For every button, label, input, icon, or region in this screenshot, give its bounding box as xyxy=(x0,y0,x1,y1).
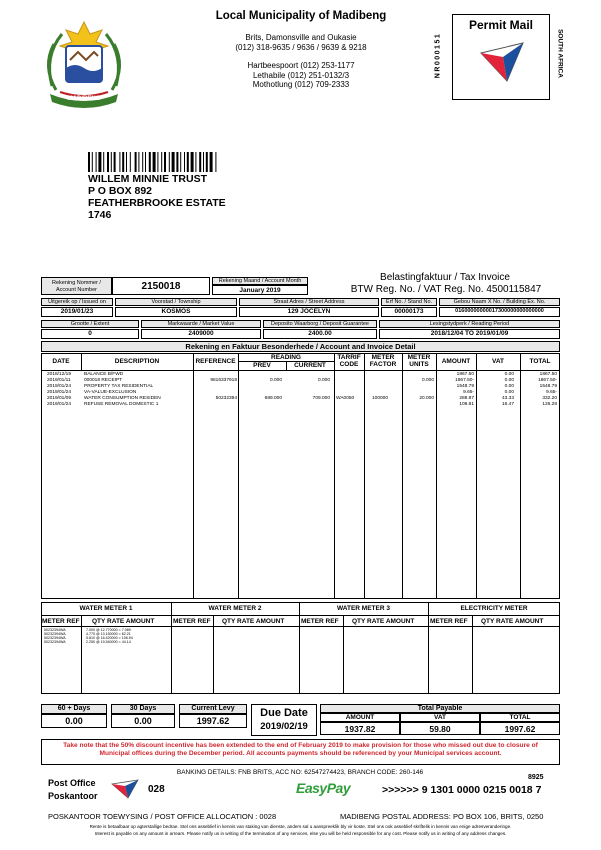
row-vat: 0.00 xyxy=(504,390,514,395)
issued-date: 2019/01/23 xyxy=(41,307,113,317)
meter-col xyxy=(343,615,344,694)
meter-ref-header: METER REF xyxy=(173,618,211,625)
header-current: CURRENT xyxy=(294,362,326,369)
permit-mail-box xyxy=(452,14,550,100)
col-divider xyxy=(402,353,403,599)
meter-row-detail: 5.810 @ 18.420000 = 106.94 xyxy=(86,636,133,640)
days60-value: 0.00 xyxy=(41,714,107,728)
post-office-allocation: POSKANTOOR TOEWYSING / POST OFFICE ALLOCATION : 0028 xyxy=(48,812,277,821)
post-office-label: Post Office xyxy=(48,778,96,788)
account-number-label: Rekening Nommer / Account Number xyxy=(52,280,101,293)
current-levy-label: Current Levy xyxy=(179,704,247,714)
header-tariff: TARRIF CODE xyxy=(337,354,361,368)
municipality-address: Brits, Damonsville and Oukasie xyxy=(245,33,357,42)
col-divider xyxy=(364,353,365,599)
row-amount: 109.81 xyxy=(459,402,474,407)
row-tariff: WA0050 xyxy=(336,396,355,401)
market-value-label: Markwaarde / Market Value xyxy=(141,320,261,328)
row-total: 9.65- xyxy=(546,390,557,395)
table-header-divider xyxy=(41,370,560,371)
permit-mail-title: Permit Mail xyxy=(468,18,534,32)
meter-ref-header: METER REF xyxy=(430,618,468,625)
meter-row-ref: 50232394WA xyxy=(44,632,66,636)
meter-row-ref: 50232394WA xyxy=(44,628,66,632)
row-description: VA-VALUE-EXCLUSION xyxy=(84,390,137,395)
water-meter-3-title: WATER METER 3 xyxy=(337,605,390,612)
days30-label: 30 Days xyxy=(111,704,175,714)
account-month: January 2019 xyxy=(239,287,281,294)
permit-country: SOUTH AFRICA xyxy=(556,29,564,78)
col-divider xyxy=(334,353,335,599)
meter-row-detail: 4.770 @ 13.150000 = 62.21 xyxy=(86,632,131,636)
row-units: 0.000 xyxy=(421,378,434,383)
fine-print-english: Interest is payable on any amount in arrears. Please notify us in writing of the termination of any services, else you will be held responsible for any cost. Please notify us in writing of any address changes. xyxy=(94,831,507,836)
electricity-meter-title: ELECTRICITY METER xyxy=(460,605,528,612)
row-date: 2019/01/11 xyxy=(47,378,71,383)
banking-details: BANKING DETAILS: FNB BRITS, ACC NO: 62547274423, BRANCH CODE: 260-146 xyxy=(176,769,424,776)
water-meter-2-title: WATER METER 2 xyxy=(208,605,262,612)
township-value: KOSMOS xyxy=(115,307,237,317)
meter-row-ref: 50232394WA xyxy=(44,640,66,644)
qty-rate-header: QTY RATE AMOUNT xyxy=(222,618,285,625)
lethabile-phone: Lethabile (012) 251-0132/3 xyxy=(252,71,350,80)
header-reading: READING xyxy=(271,354,301,361)
meter-col xyxy=(428,602,429,694)
municipal-logo xyxy=(40,16,128,112)
header-prev: PREV xyxy=(253,362,271,369)
header-amount: AMOUNT xyxy=(441,358,471,365)
header-total: TOTAL xyxy=(529,358,551,365)
mothotlung-phone: Mothotlung (012) 709-2333 xyxy=(252,80,350,89)
discount-notice: Take note that the 50% discount incentive has been extended to the end of February 2019 to make provision for those who missed out due to closure of Municipal offices during the December period. All accounts payments should be referenced by your Municipal services account. xyxy=(41,739,560,765)
issued-label: Uitgereik op / Issued on xyxy=(41,298,113,306)
post-office-number: 028 xyxy=(148,784,165,795)
meter-divider xyxy=(41,615,560,616)
vat-value: 59.80 xyxy=(400,722,480,735)
row-total: 332.20 xyxy=(542,396,557,401)
row-amount: 9.65- xyxy=(463,390,474,395)
row-total: 1867.50- xyxy=(538,378,557,383)
account-month-label-box xyxy=(212,277,308,285)
township-label: Voorstad / Township xyxy=(115,298,237,306)
extent-value: 0 xyxy=(41,329,139,339)
row-current: 0.000 xyxy=(317,378,330,383)
postal-address: MADIBENG POSTAL ADDRESS: PO BOX 106, BRITS, 0250 xyxy=(340,812,544,821)
row-vat: 0.00 xyxy=(504,378,514,383)
easypay-number: >>>>>> 9 1301 0000 0215 0018 7 xyxy=(382,784,542,796)
account-number-box xyxy=(112,277,210,295)
meter-col xyxy=(472,615,473,694)
logo-text: MADIBENG xyxy=(67,96,101,102)
meter-row-detail: 7.000 @ 12.770000 = 7.089 xyxy=(86,628,131,632)
account-detail-title: Rekening en Faktuur Besonderhede / Account and Invoice Detail xyxy=(41,341,560,352)
municipality-phone: (012) 318-9635 / 9636 / 9639 & 9218 xyxy=(235,43,367,52)
street-value: 129 JOCELYN xyxy=(239,307,379,317)
recipient-name: WILLEM MINNIE TRUST xyxy=(88,173,207,185)
total-payable-label: Total Payable xyxy=(320,704,560,713)
due-date-value: 2019/02/19 xyxy=(260,721,308,732)
days30-value: 0.00 xyxy=(111,714,175,728)
address-barcode xyxy=(88,152,263,172)
row-total: 126.28 xyxy=(542,402,557,407)
account-number-label-box xyxy=(41,277,112,295)
street-label: Straat Adres / Street Address xyxy=(239,298,379,306)
recipient-estate: FEATHERBROOKE ESTATE xyxy=(88,197,226,209)
header-meter-factor: METER FACTOR xyxy=(369,354,397,368)
row-date: 2019/01/09 xyxy=(47,396,72,401)
vat-label: VAT xyxy=(400,713,480,722)
account-month-box xyxy=(212,285,308,295)
building-value: 01600000000017300000000000000 xyxy=(439,307,560,317)
row-units: 20.000 xyxy=(419,396,434,401)
days60-label: 60 + Days xyxy=(41,704,107,714)
row-amount: 288.87 xyxy=(459,396,474,401)
meter-col xyxy=(213,615,214,694)
row-reference: 50232394 xyxy=(215,396,237,401)
row-description: PROPERTY TAX RESIDENTIAL xyxy=(84,384,154,389)
row-date: 2018/12/19 xyxy=(47,372,72,377)
water-meter-1-title: WATER METER 1 xyxy=(79,605,133,612)
row-vat: 16.47 xyxy=(501,402,514,407)
col-divider xyxy=(81,353,82,370)
permit-number: NR000151 xyxy=(434,32,442,79)
stand-label: Erf No. / Stand No. xyxy=(381,298,437,306)
qty-rate-header: QTY RATE AMOUNT xyxy=(352,618,415,625)
row-description: 000018 RECEIPT xyxy=(84,378,123,383)
row-date: 2019/01/24 xyxy=(47,384,72,389)
hartbeespoort-phone: Hartbeespoort (012) 253-1177 xyxy=(247,61,355,70)
stand-value: 00000173 xyxy=(381,307,437,317)
header-meter-units: METER UNITS xyxy=(407,354,431,368)
row-date: 2019/01/24 xyxy=(47,390,72,395)
meter-divider xyxy=(41,626,560,627)
due-date-box xyxy=(251,704,317,736)
reading-period-value: 2018/12/04 TO 2019/01/09 xyxy=(379,329,560,339)
easypay-logo xyxy=(296,780,368,798)
row-prev: 689.000 xyxy=(264,396,282,401)
meter-col xyxy=(299,602,300,694)
poskantoor-label: Poskantoor xyxy=(48,791,98,801)
row-vat: 0.00 xyxy=(504,384,514,389)
meter-ref-header: METER REF xyxy=(42,618,80,625)
header-reference: REFERENCE xyxy=(195,358,236,365)
extent-label: Grootte / Extent xyxy=(41,320,139,328)
post-office-icon xyxy=(477,39,527,85)
deposit-value: 2400.00 xyxy=(263,329,377,339)
row-date: 2019/01/24 xyxy=(47,402,72,407)
row-factor: 100000 xyxy=(372,396,389,401)
code-8925: 8925 xyxy=(528,774,544,781)
total-label: TOTAL xyxy=(480,713,560,722)
row-reference: 9816337918 xyxy=(210,378,237,383)
header-vat: VAT xyxy=(491,358,505,365)
municipality-title: Local Municipality of Madibeng xyxy=(215,10,387,22)
row-current: 709.000 xyxy=(312,396,330,401)
header-description: DESCRIPTION xyxy=(114,358,160,365)
row-vat: 0.00 xyxy=(504,372,514,377)
row-prev: 0.000 xyxy=(269,378,282,383)
meter-row-ref: 50232394WA xyxy=(44,636,66,640)
row-description: BALANCE B/FWD xyxy=(84,372,124,377)
market-value: 2409000 xyxy=(141,329,261,339)
row-total: 1548.79 xyxy=(539,384,557,389)
col-divider xyxy=(238,353,239,599)
col-divider xyxy=(193,353,194,599)
account-number: 2150018 xyxy=(141,281,181,292)
col-divider xyxy=(286,361,287,370)
post-office-logo-icon xyxy=(110,778,140,800)
deposit-label: Deposito Waarborg / Deposit Guarantee xyxy=(263,320,377,328)
easypay-text: EasyPay xyxy=(296,780,351,796)
row-description: WATER CONSUMPTION RESIDEN xyxy=(84,396,161,401)
vat-reg-number: BTW Reg. No. / VAT Reg. No. 4500115847 xyxy=(350,284,542,295)
meter-col xyxy=(171,602,172,694)
tax-invoice-title: Belastingfaktuur / Tax Invoice xyxy=(380,272,510,283)
qty-rate-header: QTY RATE AMOUNT xyxy=(92,618,155,625)
qty-rate-header: QTY RATE AMOUNT xyxy=(481,618,544,625)
header-date: DATE xyxy=(52,358,70,365)
recipient-postcode: 1746 xyxy=(88,209,112,221)
amount-value: 1937.82 xyxy=(320,722,400,735)
row-total: 1867.50 xyxy=(539,372,557,377)
recipient-box: P O BOX 892 xyxy=(88,185,153,197)
building-label: Gebou Naam X No. / Building Ex. No. xyxy=(439,298,560,306)
reading-period-label: Lesingstydperk / Reading Period xyxy=(379,320,560,328)
total-value: 1997.62 xyxy=(480,722,560,735)
account-month-label: Rekening Maand / Account Month xyxy=(218,278,302,284)
amount-label: AMOUNT xyxy=(320,713,400,722)
row-amount: 1867.50- xyxy=(455,378,474,383)
row-vat: 43.33 xyxy=(501,396,514,401)
meter-ref-header: METER REF xyxy=(301,618,339,625)
row-description: REFUSE REMOVAL DOMESTIC 1 xyxy=(84,402,159,407)
fine-print-afrikaans: Rente is betaalbaar op agterstallige bedrae. Stel ons asseblief in kennis van staking van dienste, anders sal u aanspreeklik bly vir koste. Stel ons ook asseblief skriftelik in kennis van enige adresveranderinge. xyxy=(89,824,512,829)
current-levy-value: 1997.62 xyxy=(179,714,247,728)
row-amount: 1548.79 xyxy=(456,384,474,389)
row-amount: 1867.50 xyxy=(456,372,474,377)
meter-col xyxy=(81,615,82,694)
due-date-label: Due Date xyxy=(260,707,308,719)
meter-row-detail: 2.250 @ 19.540000 = 44.14 xyxy=(86,640,131,644)
